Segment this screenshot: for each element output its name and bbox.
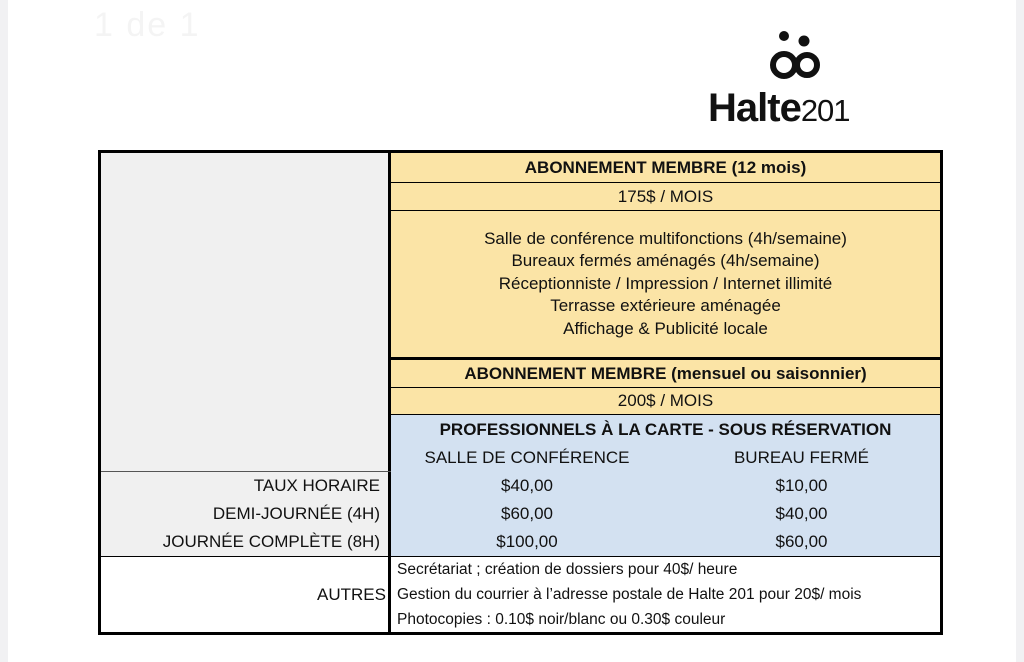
membership-monthly-title: ABONNEMENT MEMBRE (mensuel ou saisonnier) (391, 360, 940, 387)
autres-label: AUTRES (317, 584, 386, 604)
feature-line: Bureaux fermés aménagés (4h/semaine) (511, 251, 820, 271)
salle-hourly-price: $40,00 (501, 476, 553, 495)
col-header-salle: SALLE DE CONFÉRENCE (424, 448, 630, 467)
feature-line: Salle de conférence multifonctions (4h/semaine) (484, 228, 847, 248)
autres-item: Gestion du courrier à l’adresse postale de Halte 201 pour 20$/ mois (397, 586, 862, 603)
document-page (8, 0, 1016, 662)
rate-label-half-day: DEMI-JOURNÉE (4H) (212, 504, 380, 523)
pricing-table (98, 150, 943, 635)
membership-monthly-price: 200$ / MOIS (391, 388, 940, 414)
autres-list (391, 557, 940, 632)
logo-mark-icon (708, 28, 898, 88)
rate-label-full-day: JOURNÉE COMPLÈTE (8H) (162, 532, 380, 551)
halte-201-logo (708, 28, 898, 132)
bureau-full-day-price: $60,00 (775, 532, 828, 551)
salle-half-day-price: $60,00 (501, 504, 553, 523)
autres-item: Photocopies : 0.10$ noir/blanc ou 0.30$ couleur (397, 611, 726, 628)
feature-line: Terrasse extérieure aménagée (550, 296, 781, 316)
page-indicator: 1 de 1 (94, 6, 201, 44)
col-header-bureau: BUREAU FERMÉ (733, 448, 870, 467)
membership-12-price: 175$ / MOIS (391, 183, 940, 210)
bureau-hourly-price: $10,00 (775, 476, 828, 495)
bureau-half-day-price: $40,00 (775, 504, 828, 523)
pro-title: PROFESSIONNELS À LA CARTE - SOUS RÉSERVATION (439, 420, 892, 439)
feature-line: Réceptionniste / Impression / Internet illimité (498, 273, 833, 293)
membership-12-title: ABONNEMENT MEMBRE (12 mois) (391, 153, 940, 182)
logo-wordmark (708, 86, 850, 131)
logo-number: 201 (800, 93, 850, 128)
salle-full-day-price: $100,00 (496, 532, 558, 551)
feature-line: Affichage & Publicité locale (563, 318, 768, 338)
logo-word: Halte (708, 86, 801, 130)
autres-item: Secrétariat ; création de dossiers pour 40$/ heure (397, 561, 738, 578)
membership-12-features (391, 211, 940, 357)
rate-label-hourly: TAUX HORAIRE (253, 476, 380, 495)
